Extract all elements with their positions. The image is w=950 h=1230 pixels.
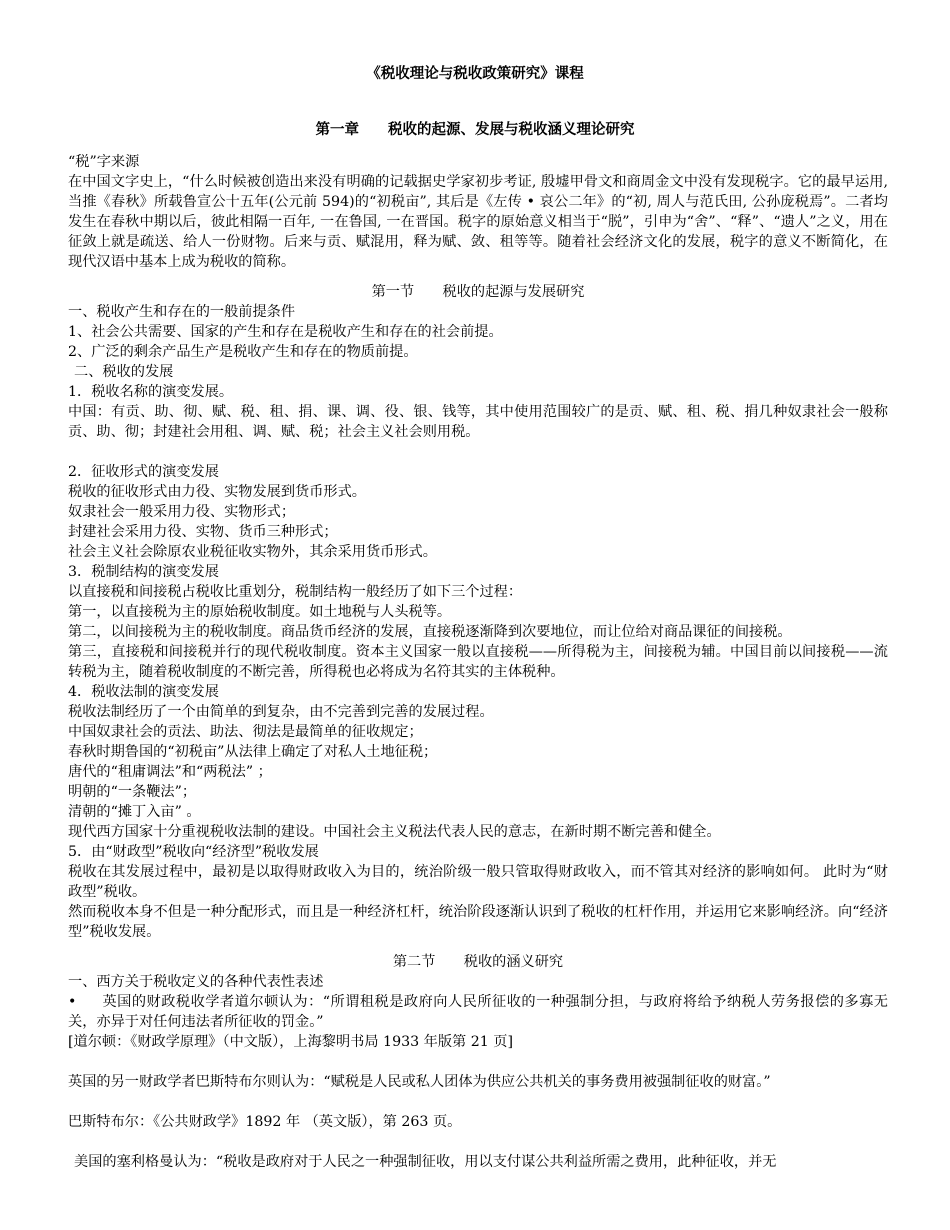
bullet-icon: • [68,994,77,1010]
s2-citation: 巴斯特布尔：《公共财政学》1892 年 （英文版），第 263 页。 [68,1114,462,1130]
s2-paragraph: 美国的塞利格曼认为：“税收是政府对于人民之一种强制征收，用以支付谋公共利益所需之费用，此种征收，并无 [74,1154,777,1170]
s1-line: 唐代的“租庸调法”和“两税法” ； [68,764,272,780]
s1-line: 税收法制经历了一个由简单的到复杂，由不完善到完善的发展过程。 [68,704,494,720]
section2-title: 第二节 税收的涵义研究 [392,954,564,970]
chapter-heading: 第一章 税收的起源、发展与税收涵义理论研究 [315,121,635,138]
s1-line: 社会主义社会除原农业税征收实物外，其余采用货币形式。 [68,544,437,560]
s1-line: 3．税制结构的演变发展 [68,564,219,580]
s1-paragraph: 第三，直接税和间接税并行的现代税收制度。资本主义国家一般以直接税——所得税为主，间接税为辅。中国目前以间接税——流转税为主，随着税收制度的不断完善，所得税也必将成为名符其实的主体税种。 [68,644,888,680]
document-body [68,152,888,1172]
section1-title: 第一节 税收的起源与发展研究 [371,284,585,300]
s1-line: 税收的征收形式由力役、实物发展到货币形式。 [68,484,366,500]
s1-line: 二、税收的发展 [74,364,174,380]
s1-line: 封建社会采用力役、实物、货币三种形式； [68,524,338,540]
s1-line: 1．税收名称的演变发展。 [68,384,234,400]
s2-bullet-text: 英国的财政税收学者道尔顿认为：“所谓租税是政府向人民所征收的一种强制分担，与政府将给予纳税人劳务报偿的多寡无关，亦异于对任何违法者所征收的罚金。” [68,994,888,1030]
s2-paragraph: 英国的另一财政学者巴斯特布尔则认为：“赋税是人民或私人团体为供应公共机关的事务费用被强制征收的财富。” [68,1074,771,1090]
origin-heading: “税”字来源 [68,154,140,170]
s1-line: 奴隶社会一般采用力役、实物形式； [68,504,296,520]
s1-paragraph: 中国：有贡、助、彻、赋、税、租、捐、课、调、役、银、钱等，其中使用范围较广的是贡、赋、租、税、捐几种奴隶社会一般称贡、助、彻；封建社会用租、调、赋、税；社会主义社会则用税。 [68,404,888,440]
s1-line: 春秋时期鲁国的“初税亩”从法律上确定了对私人土地征税； [68,744,438,760]
course-title: 《税收理论与税收政策研究》课程 [366,65,584,82]
s1-paragraph: 税收在其发展过程中，最初是以取得财政收入为目的，统治阶级一般只管取得财政收入，而不管其对经济的影响如何。 此时为“财政型”税收。 [68,864,888,900]
s1-paragraph: 然而税收本身不但是一种分配形式，而且是一种经济杠杆，统治阶段逐渐认识到了税收的杠杆作用，并运用它来影响经济。向“经济型”税收发展。 [68,904,888,940]
s1-line: 5．由“财政型”税收向“经济型”税收发展 [68,844,319,860]
s1-line: 以直接税和间接税占税收比重划分，税制结构一般经历了如下三个过程： [68,584,523,600]
s1-line: 2、广泛的剩余产品生产是税收产生和存在的物质前提。 [68,344,418,360]
s1-line: 1、社会公共需要、国家的产生和存在是税收产生和存在的社会前提。 [68,324,503,340]
s1-line: 清朝的“摊丁入亩” 。 [68,804,201,820]
s1-line: 现代西方国家十分重视税收法制的建设。中国社会主义税法代表人民的意志，在新时期不断完善和健全。 [68,824,721,840]
s1-line: 第一，以直接税为主的原始税收制度。如土地税与人头税等。 [68,604,452,620]
s1-line: 4．税收法制的演变发展 [68,684,219,700]
s1-line: 2．征收形式的演变发展 [68,464,219,480]
s1-line: 一、税收产生和存在的一般前提条件 [68,304,296,320]
s2-line: 一、西方关于税收定义的各种代表性表述 [68,974,324,990]
s1-line: 中国奴隶社会的贡法、助法、彻法是最简单的征收规定； [68,724,423,740]
s2-bullet-paragraph [68,992,888,1032]
s2-citation: [道尔顿：《财政学原理》（中文版），上海黎明书局 1933 年版第 21 页] [68,1034,514,1050]
origin-paragraph: 在中国文字史上，“什么时候被创造出来没有明确的记载据史学家初步考证, 殷墟甲骨文和商周金文中没有发现税字。它的最早运用, 当推《春秋》所载鲁宣公十五年(公元前 594)的“初税亩”, 其后是《左传 • 哀公二年》的“初, 周人与范氏田, 公孙庞税焉”。二者均发生在春秋中期以后，彼此相隔一百年, 一在鲁国, 一在晋国。税字的原始意义相当于“脱”，引申为“舍”、“释”、“遗人”之义，用在征敛上就是疏送、给人一份财物。后来与贡、赋混用，释为赋、敛、租等等。随着社会经济文化的发展，税字的意义不断简化，在现代汉语中基本上成为税收的简称。 [68,174,888,270]
s1-paragraph: 第二，以间接税为主的税收制度。商品货币经济的发展，直接税逐渐降到次要地位，而让位给对商品课征的间接税。 [68,624,792,640]
s1-line: 明朝的“一条鞭法”； [68,784,197,800]
